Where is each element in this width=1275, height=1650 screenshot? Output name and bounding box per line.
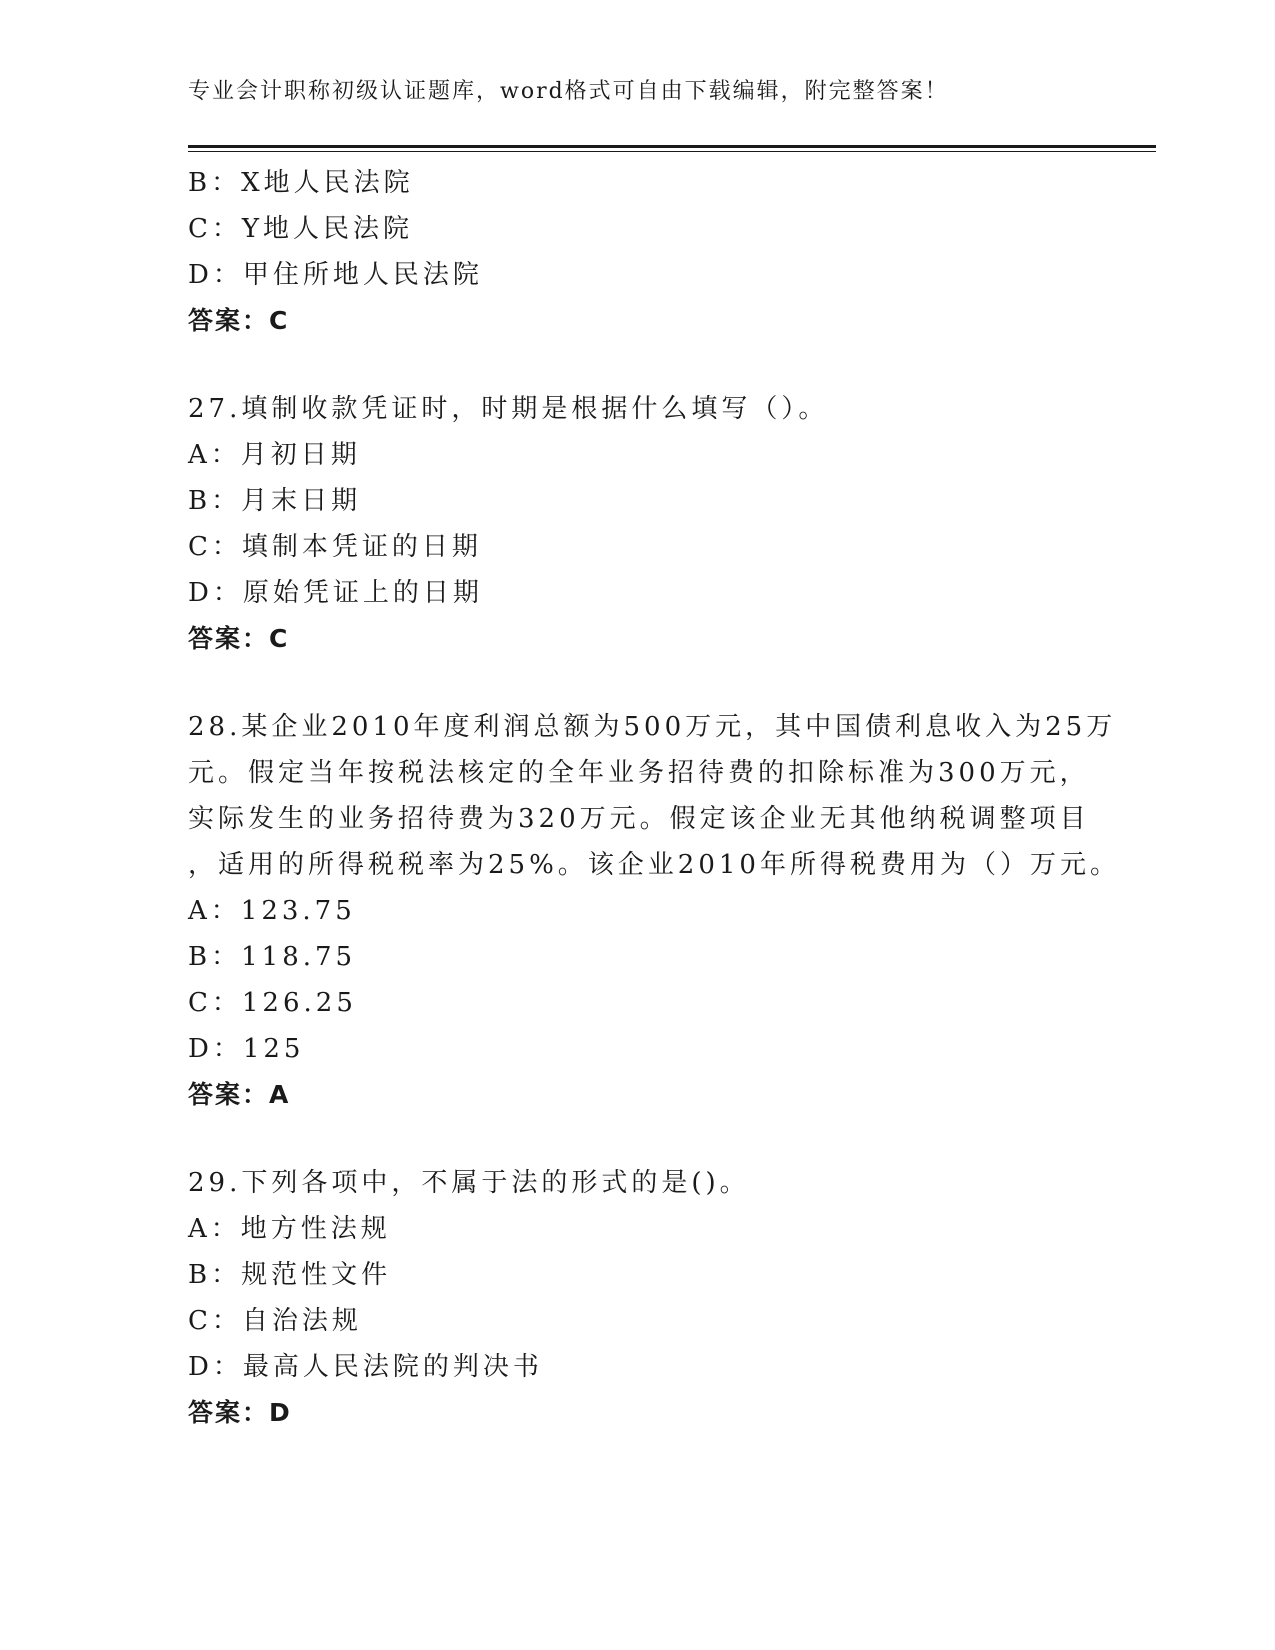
question-stem-line: 28.某企业2010年度利润总额为500万元，其中国债利息收入为25万 xyxy=(188,712,1117,742)
option-c: C：Y地人民法院 xyxy=(188,214,414,244)
question-26-tail xyxy=(188,160,1088,344)
question-29 xyxy=(188,1160,1088,1436)
answer-line: 答案：C xyxy=(188,624,290,653)
option-b: B：月末日期 xyxy=(188,486,362,516)
option-a: A：地方性法规 xyxy=(188,1214,391,1244)
question-stem-line: ，适用的所得税税率为25%。该企业2010年所得税费用为（）万元。 xyxy=(188,850,1120,880)
option-a: A：月初日期 xyxy=(188,440,361,470)
option-b: B：118.75 xyxy=(188,942,357,972)
question-stem: 29.下列各项中，不属于法的形式的是()。 xyxy=(188,1168,750,1198)
option-d: D：最高人民法院的判决书 xyxy=(188,1352,543,1382)
option-b: B：规范性文件 xyxy=(188,1260,392,1290)
answer-line: 答案：A xyxy=(188,1080,291,1109)
option-c: C：自治法规 xyxy=(188,1306,362,1336)
option-b: B：X地人民法院 xyxy=(188,168,414,198)
question-stem: 27.填制收款凭证时，时期是根据什么填写（）。 xyxy=(188,394,829,424)
option-c: C：填制本凭证的日期 xyxy=(188,532,482,562)
question-stem-line: 实际发生的业务招待费为320万元。假定该企业无其他纳税调整项目 xyxy=(188,804,1090,834)
page-header: 专业会计职称初级认证题库，word格式可自由下载编辑，附完整答案！ xyxy=(188,79,949,104)
question-27 xyxy=(188,386,1088,662)
answer-line: 答案：C xyxy=(188,306,290,335)
answer-line: 答案：D xyxy=(188,1398,292,1427)
option-a: A：123.75 xyxy=(188,896,356,926)
option-d: D：原始凭证上的日期 xyxy=(188,578,483,608)
question-stem-line: 元。假定当年按税法核定的全年业务招待费的扣除标准为300万元， xyxy=(188,758,1090,788)
question-28 xyxy=(188,704,1120,1118)
header-rule-thin xyxy=(188,151,1156,152)
question-list xyxy=(188,160,1120,1436)
option-c: C：126.25 xyxy=(188,988,357,1018)
header-rule-thick xyxy=(188,145,1156,148)
option-d: D：125 xyxy=(188,1034,305,1064)
option-d: D：甲住所地人民法院 xyxy=(188,260,483,290)
